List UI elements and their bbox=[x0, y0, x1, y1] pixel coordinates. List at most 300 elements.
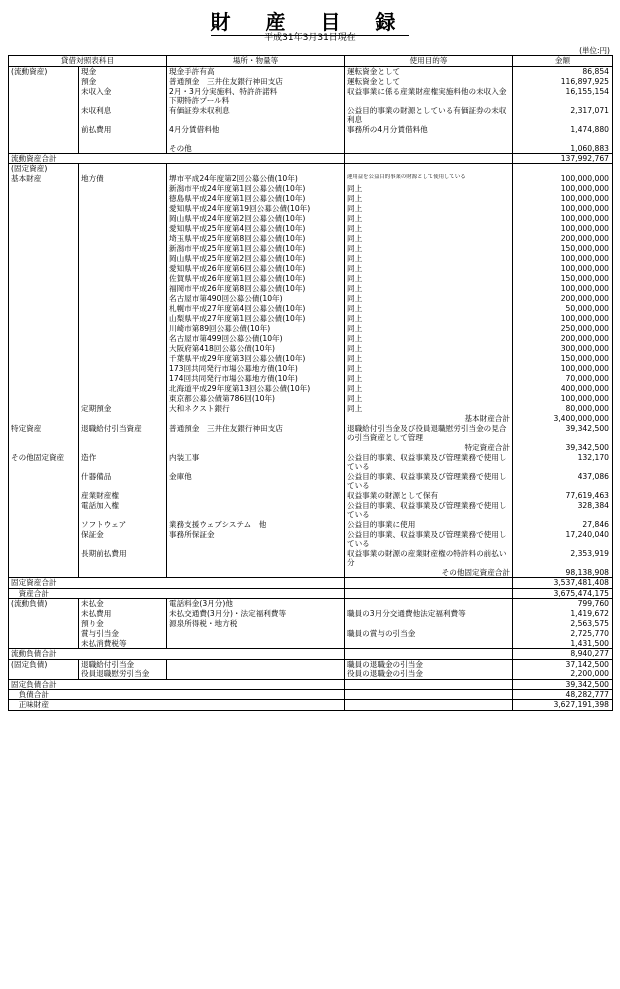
location-cell bbox=[167, 629, 345, 639]
account-cell: 預り金 bbox=[79, 619, 167, 629]
table-body bbox=[9, 67, 613, 711]
purpose-cell: 同上 bbox=[345, 354, 513, 364]
purpose-cell: 職員の3月分交通費他法定福利費等 bbox=[345, 609, 513, 619]
amount-cell: 116,897,925 bbox=[513, 77, 613, 87]
amount-cell: 437,086 bbox=[513, 472, 613, 491]
table-row bbox=[9, 264, 613, 274]
col-header-location: 場所・物量等 bbox=[167, 56, 345, 67]
amount-cell: 80,000,000 bbox=[513, 404, 613, 414]
category-cell bbox=[9, 234, 79, 244]
amount-cell: 39,342,500 bbox=[513, 424, 613, 443]
amount-cell: 70,000,000 bbox=[513, 374, 613, 384]
account-cell bbox=[79, 234, 167, 244]
amount-cell: 16,155,154 bbox=[513, 87, 613, 106]
category-cell: 基本財産 bbox=[9, 174, 79, 184]
purpose-cell: 同上 bbox=[345, 384, 513, 394]
location-cell: 岡山県平成24年度第2回公募公債(10年) bbox=[167, 214, 345, 224]
table-row bbox=[9, 294, 613, 304]
purpose-cell: 同上 bbox=[345, 334, 513, 344]
amount-cell: 100,000,000 bbox=[513, 394, 613, 404]
location-cell: 業務支援ウェブシステム 他 bbox=[167, 520, 345, 530]
purpose-cell: 同上 bbox=[345, 274, 513, 284]
amount-cell: 200,000,000 bbox=[513, 234, 613, 244]
purpose-cell: 公益目的事業、収益事業及び管理業務で使用している bbox=[345, 501, 513, 520]
purpose-cell bbox=[345, 588, 513, 598]
purpose-cell: 同上 bbox=[345, 254, 513, 264]
purpose-cell: 同上 bbox=[345, 194, 513, 204]
amount-cell: 17,240,040 bbox=[513, 530, 613, 549]
account-cell bbox=[79, 324, 167, 334]
category-cell bbox=[9, 609, 79, 619]
purpose-cell bbox=[345, 679, 513, 689]
location-cell: 東京都公募公債第786回(10年) bbox=[167, 394, 345, 404]
category-cell bbox=[9, 374, 79, 384]
location-cell: 大和ネクスト銀行 bbox=[167, 404, 345, 414]
purpose-cell bbox=[345, 649, 513, 659]
amount-cell: 39,342,500 bbox=[513, 443, 613, 453]
category-cell bbox=[9, 224, 79, 234]
as-of-date: 平成31年3月31日現在 bbox=[264, 33, 356, 43]
category-cell bbox=[9, 125, 79, 144]
category-cell bbox=[9, 344, 79, 354]
total-row bbox=[9, 649, 613, 659]
location-cell: 新潟市平成24年度第1回公募公債(10年) bbox=[167, 184, 345, 194]
purpose-cell: 同上 bbox=[345, 214, 513, 224]
purpose-cell bbox=[345, 599, 513, 609]
amount-cell: 799,760 bbox=[513, 599, 613, 609]
account-cell: 未収入金 bbox=[79, 87, 167, 106]
location-cell: 173回共同発行市場公募地方債(10年) bbox=[167, 364, 345, 374]
location-cell: 有価証券未収利息 bbox=[167, 106, 345, 125]
purpose-cell: 職員の賞与の引当金 bbox=[345, 629, 513, 639]
account-cell: 定期預金 bbox=[79, 404, 167, 414]
amount-cell: 2,353,919 bbox=[513, 549, 613, 568]
purpose-cell: 同上 bbox=[345, 284, 513, 294]
location-cell: 福岡市平成26年度第8回公募公債(10年) bbox=[167, 284, 345, 294]
location-cell: 堺市平成24年度第2回公募公債(10年) bbox=[167, 174, 345, 184]
account-cell bbox=[79, 184, 167, 194]
total-label-cell: 流動資産合計 bbox=[9, 154, 345, 164]
table-row bbox=[9, 619, 613, 629]
account-cell: 造作 bbox=[79, 453, 167, 472]
account-cell bbox=[79, 443, 167, 453]
category-cell bbox=[9, 106, 79, 125]
purpose-cell bbox=[345, 619, 513, 629]
location-cell: 電話料金(3月分)他 bbox=[167, 599, 345, 609]
category-cell bbox=[9, 354, 79, 364]
category-cell bbox=[9, 619, 79, 629]
amount-cell: 3,400,000,000 bbox=[513, 414, 613, 424]
table-row bbox=[9, 394, 613, 404]
amount-cell: 137,992,767 bbox=[513, 154, 613, 164]
total-row bbox=[9, 578, 613, 588]
category-cell: (流動負債) bbox=[9, 599, 79, 609]
purpose-cell: 同上 bbox=[345, 244, 513, 254]
table-row bbox=[9, 334, 613, 344]
category-cell bbox=[9, 520, 79, 530]
amount-cell: 150,000,000 bbox=[513, 244, 613, 254]
location-cell: 埼玉県平成25年度第8回公募公債(10年) bbox=[167, 234, 345, 244]
table-row bbox=[9, 184, 613, 194]
amount-cell: 3,537,481,408 bbox=[513, 578, 613, 588]
category-cell bbox=[9, 669, 79, 679]
account-cell bbox=[79, 204, 167, 214]
location-cell bbox=[167, 414, 345, 424]
location-cell bbox=[167, 501, 345, 520]
table-row bbox=[9, 254, 613, 264]
amount-cell: 27,846 bbox=[513, 520, 613, 530]
account-cell: 電話加入権 bbox=[79, 501, 167, 520]
account-cell bbox=[79, 264, 167, 274]
category-cell bbox=[9, 394, 79, 404]
amount-cell: 98,138,908 bbox=[513, 568, 613, 578]
location-cell: 普通預金 三井住友銀行神田支店 bbox=[167, 424, 345, 443]
table-row bbox=[9, 669, 613, 679]
location-cell: 事務所保証金 bbox=[167, 530, 345, 549]
table-row bbox=[9, 125, 613, 144]
amount-cell: 100,000,000 bbox=[513, 224, 613, 234]
location-cell: 174回共同発行市場公募地方債(10年) bbox=[167, 374, 345, 384]
total-row bbox=[9, 700, 613, 710]
category-cell bbox=[9, 629, 79, 639]
category-cell bbox=[9, 284, 79, 294]
purpose-cell: 収益事業の財源として保有 bbox=[345, 491, 513, 501]
account-cell bbox=[79, 164, 167, 174]
amount-cell: 100,000,000 bbox=[513, 174, 613, 184]
category-cell bbox=[9, 568, 79, 578]
purpose-cell: 同上 bbox=[345, 264, 513, 274]
purpose-cell bbox=[345, 144, 513, 154]
location-cell: 金庫他 bbox=[167, 472, 345, 491]
category-cell bbox=[9, 264, 79, 274]
table-row bbox=[9, 324, 613, 334]
account-cell bbox=[79, 284, 167, 294]
purpose-cell bbox=[345, 578, 513, 588]
table-row bbox=[9, 67, 613, 77]
purpose-cell: 同上 bbox=[345, 234, 513, 244]
location-cell: 川崎市第89回公募公債(10年) bbox=[167, 324, 345, 334]
purpose-cell: 運用益を公益目的事業の財源として使用している bbox=[345, 174, 513, 184]
table-row bbox=[9, 174, 613, 184]
location-cell: 未払交通費(3月分)・法定福利費等 bbox=[167, 609, 345, 619]
table-row bbox=[9, 639, 613, 649]
inventory-table bbox=[8, 55, 613, 711]
amount-cell: 2,725,770 bbox=[513, 629, 613, 639]
amount-cell: 132,170 bbox=[513, 453, 613, 472]
category-cell bbox=[9, 214, 79, 224]
amount-cell: 1,474,880 bbox=[513, 125, 613, 144]
account-cell: 什器備品 bbox=[79, 472, 167, 491]
table-row bbox=[9, 204, 613, 214]
account-cell bbox=[79, 194, 167, 204]
table-row bbox=[9, 414, 613, 424]
purpose-cell: 公益目的事業に使用 bbox=[345, 520, 513, 530]
location-cell: 北海道平成29年度第13回公募公債(10年) bbox=[167, 384, 345, 394]
category-cell bbox=[9, 491, 79, 501]
total-label-cell: 流動負債合計 bbox=[9, 649, 345, 659]
category-cell bbox=[9, 274, 79, 284]
location-cell bbox=[167, 491, 345, 501]
document-title: 財 産 目 録 bbox=[210, 10, 410, 34]
location-cell: 2月・3月分実施料、特許許諾料 下期特許プール料 bbox=[167, 87, 345, 106]
table-row bbox=[9, 284, 613, 294]
purpose-cell: 同上 bbox=[345, 224, 513, 234]
category-cell bbox=[9, 404, 79, 414]
category-cell bbox=[9, 294, 79, 304]
purpose-cell bbox=[345, 690, 513, 700]
table-row bbox=[9, 244, 613, 254]
purpose-cell: 職員の退職金の引当金 bbox=[345, 659, 513, 669]
total-label-cell: 固定資産合計 bbox=[9, 578, 345, 588]
table-row bbox=[9, 194, 613, 204]
amount-cell: 100,000,000 bbox=[513, 264, 613, 274]
location-cell: 内装工事 bbox=[167, 453, 345, 472]
purpose-cell: 同上 bbox=[345, 204, 513, 214]
category-cell bbox=[9, 501, 79, 520]
table-row bbox=[9, 443, 613, 453]
table-row bbox=[9, 501, 613, 520]
amount-cell: 100,000,000 bbox=[513, 184, 613, 194]
category-cell: その他固定資産 bbox=[9, 453, 79, 472]
location-cell: 新潟市平成25年度第1回公募公債(10年) bbox=[167, 244, 345, 254]
subtotal-label-cell: その他固定資産合計 bbox=[345, 568, 513, 578]
location-cell: 名古屋市第499回公募公債(10年) bbox=[167, 334, 345, 344]
purpose-cell bbox=[345, 700, 513, 710]
amount-cell: 50,000,000 bbox=[513, 304, 613, 314]
table-row bbox=[9, 549, 613, 568]
category-cell bbox=[9, 314, 79, 324]
location-cell: 岡山県平成25年度第2回公募公債(10年) bbox=[167, 254, 345, 264]
table-row bbox=[9, 344, 613, 354]
location-cell: その他 bbox=[167, 144, 345, 154]
location-cell: 普通預金 三井住友銀行神田支店 bbox=[167, 77, 345, 87]
account-cell: 現金 bbox=[79, 67, 167, 77]
category-cell bbox=[9, 384, 79, 394]
account-cell: 未払消費税等 bbox=[79, 639, 167, 649]
account-cell bbox=[79, 254, 167, 264]
amount-cell: 200,000,000 bbox=[513, 294, 613, 304]
amount-cell: 100,000,000 bbox=[513, 214, 613, 224]
category-cell: (流動資産) bbox=[9, 67, 79, 77]
amount-cell: 2,563,575 bbox=[513, 619, 613, 629]
amount-cell: 200,000,000 bbox=[513, 334, 613, 344]
purpose-cell bbox=[345, 154, 513, 164]
amount-cell: 150,000,000 bbox=[513, 354, 613, 364]
category-cell bbox=[9, 87, 79, 106]
category-cell bbox=[9, 254, 79, 264]
location-cell bbox=[167, 443, 345, 453]
account-cell: 保証金 bbox=[79, 530, 167, 549]
location-cell: 札幌市平成27年度第4回公募公債(10年) bbox=[167, 304, 345, 314]
amount-cell: 2,200,000 bbox=[513, 669, 613, 679]
total-label-cell: 固定負債合計 bbox=[9, 679, 345, 689]
category-cell bbox=[9, 334, 79, 344]
category-cell bbox=[9, 549, 79, 568]
amount-cell: 1,419,672 bbox=[513, 609, 613, 619]
account-cell bbox=[79, 384, 167, 394]
amount-cell: 150,000,000 bbox=[513, 274, 613, 284]
category-cell bbox=[9, 204, 79, 214]
total-row bbox=[9, 690, 613, 700]
location-cell: 徳島県平成24年度第1回公募公債(10年) bbox=[167, 194, 345, 204]
account-cell bbox=[79, 364, 167, 374]
col-header-account: 貸借対照表科目 bbox=[9, 56, 167, 67]
amount-cell bbox=[513, 164, 613, 174]
table-row bbox=[9, 304, 613, 314]
location-cell: 愛知県平成26年度第6回公募公債(10年) bbox=[167, 264, 345, 274]
purpose-cell: 同上 bbox=[345, 324, 513, 334]
table-row bbox=[9, 314, 613, 324]
location-cell bbox=[167, 639, 345, 649]
purpose-cell: 事務所の4月分賃借料他 bbox=[345, 125, 513, 144]
location-cell bbox=[167, 164, 345, 174]
table-row bbox=[9, 354, 613, 364]
table-row bbox=[9, 520, 613, 530]
purpose-cell: 公益目的事業、収益事業及び管理業務で使用している bbox=[345, 472, 513, 491]
purpose-cell: 同上 bbox=[345, 304, 513, 314]
purpose-cell: 収益事業の財源の産業財産権の特許料の前払い分 bbox=[345, 549, 513, 568]
subtotal-label-cell: 特定資産合計 bbox=[345, 443, 513, 453]
account-cell bbox=[79, 214, 167, 224]
location-cell: 現金手許有高 bbox=[167, 67, 345, 77]
category-cell bbox=[9, 244, 79, 254]
location-cell: 名古屋市第490回公募公債(10年) bbox=[167, 294, 345, 304]
account-cell bbox=[79, 224, 167, 234]
category-cell bbox=[9, 324, 79, 334]
amount-cell: 1,060,883 bbox=[513, 144, 613, 154]
table-row bbox=[9, 87, 613, 106]
category-cell: (固定負債) bbox=[9, 659, 79, 669]
purpose-cell: 同上 bbox=[345, 294, 513, 304]
location-cell bbox=[167, 669, 345, 679]
amount-cell: 100,000,000 bbox=[513, 254, 613, 264]
location-cell: 4月分賃借料他 bbox=[167, 125, 345, 144]
amount-cell: 2,317,071 bbox=[513, 106, 613, 125]
col-header-purpose: 使用目的等 bbox=[345, 56, 513, 67]
category-cell bbox=[9, 77, 79, 87]
table-row bbox=[9, 491, 613, 501]
table-row bbox=[9, 609, 613, 619]
unit-label: (単位:円) bbox=[579, 46, 610, 55]
category-cell bbox=[9, 414, 79, 424]
category-cell bbox=[9, 364, 79, 374]
purpose-cell: 公益目的事業、収益事業及び管理業務で使用している bbox=[345, 530, 513, 549]
table-row bbox=[9, 164, 613, 174]
location-cell: 愛知県平成24年度第19回公募公債(10年) bbox=[167, 204, 345, 214]
total-label-cell: 資産合計 bbox=[9, 588, 345, 598]
category-cell bbox=[9, 304, 79, 314]
account-cell bbox=[79, 334, 167, 344]
purpose-cell: 収益事業に係る産業財産権実施料他の未収入金 bbox=[345, 87, 513, 106]
location-cell bbox=[167, 568, 345, 578]
account-cell bbox=[79, 314, 167, 324]
table-row bbox=[9, 77, 613, 87]
account-cell bbox=[79, 244, 167, 254]
total-row bbox=[9, 588, 613, 598]
purpose-cell bbox=[345, 164, 513, 174]
account-cell: 未収利息 bbox=[79, 106, 167, 125]
amount-cell: 100,000,000 bbox=[513, 314, 613, 324]
purpose-cell: 運転資金として bbox=[345, 67, 513, 77]
table-row bbox=[9, 659, 613, 669]
account-cell bbox=[79, 274, 167, 284]
location-cell: 源泉所得税・地方税 bbox=[167, 619, 345, 629]
category-cell bbox=[9, 530, 79, 549]
account-cell: 未払費用 bbox=[79, 609, 167, 619]
table-row bbox=[9, 364, 613, 374]
table-row bbox=[9, 568, 613, 578]
table-row bbox=[9, 453, 613, 472]
purpose-cell: 同上 bbox=[345, 344, 513, 354]
account-cell: 退職給付引当資産 bbox=[79, 424, 167, 443]
amount-cell: 3,675,474,175 bbox=[513, 588, 613, 598]
subtotal-label-cell: 基本財産合計 bbox=[345, 414, 513, 424]
purpose-cell: 同上 bbox=[345, 404, 513, 414]
amount-cell: 300,000,000 bbox=[513, 344, 613, 354]
purpose-cell: 公益目的事業、収益事業及び管理業務で使用している bbox=[345, 453, 513, 472]
purpose-cell: 同上 bbox=[345, 364, 513, 374]
category-cell: 特定資産 bbox=[9, 424, 79, 443]
purpose-cell: 同上 bbox=[345, 184, 513, 194]
account-cell bbox=[79, 568, 167, 578]
purpose-cell: 同上 bbox=[345, 394, 513, 404]
account-cell: ソフトウェア bbox=[79, 520, 167, 530]
table-row bbox=[9, 384, 613, 394]
amount-cell: 100,000,000 bbox=[513, 284, 613, 294]
total-row bbox=[9, 679, 613, 689]
purpose-cell: 公益目的事業の財源としている有価証券の未収利息 bbox=[345, 106, 513, 125]
category-cell bbox=[9, 144, 79, 154]
amount-cell: 250,000,000 bbox=[513, 324, 613, 334]
account-cell bbox=[79, 304, 167, 314]
location-cell: 大阪府第418回公募公債(10年) bbox=[167, 344, 345, 354]
table-row bbox=[9, 214, 613, 224]
category-cell bbox=[9, 443, 79, 453]
location-cell: 山梨県平成27年度第1回公募公債(10年) bbox=[167, 314, 345, 324]
category-cell bbox=[9, 639, 79, 649]
account-cell bbox=[79, 374, 167, 384]
table-row bbox=[9, 629, 613, 639]
amount-cell: 328,384 bbox=[513, 501, 613, 520]
purpose-cell: 役員の退職金の引当金 bbox=[345, 669, 513, 679]
account-cell bbox=[79, 354, 167, 364]
amount-cell: 77,619,463 bbox=[513, 491, 613, 501]
amount-cell: 48,282,777 bbox=[513, 690, 613, 700]
table-row bbox=[9, 234, 613, 244]
table-row bbox=[9, 106, 613, 125]
account-cell: 未払金 bbox=[79, 599, 167, 609]
amount-cell: 1,431,500 bbox=[513, 639, 613, 649]
account-cell: 預金 bbox=[79, 77, 167, 87]
table-row bbox=[9, 530, 613, 549]
amount-cell: 8,940,277 bbox=[513, 649, 613, 659]
account-cell bbox=[79, 394, 167, 404]
table-row bbox=[9, 424, 613, 443]
table-row bbox=[9, 472, 613, 491]
table-row bbox=[9, 599, 613, 609]
total-label-cell: 正味財産 bbox=[9, 700, 345, 710]
table-row bbox=[9, 404, 613, 414]
total-label-cell: 負債合計 bbox=[9, 690, 345, 700]
category-cell bbox=[9, 472, 79, 491]
amount-cell: 37,142,500 bbox=[513, 659, 613, 669]
table-row bbox=[9, 274, 613, 284]
total-row bbox=[9, 154, 613, 164]
table-header-row bbox=[9, 56, 613, 67]
location-cell: 千葉県平成29年度第3回公募公債(10年) bbox=[167, 354, 345, 364]
category-cell bbox=[9, 184, 79, 194]
amount-cell: 3,627,191,398 bbox=[513, 700, 613, 710]
